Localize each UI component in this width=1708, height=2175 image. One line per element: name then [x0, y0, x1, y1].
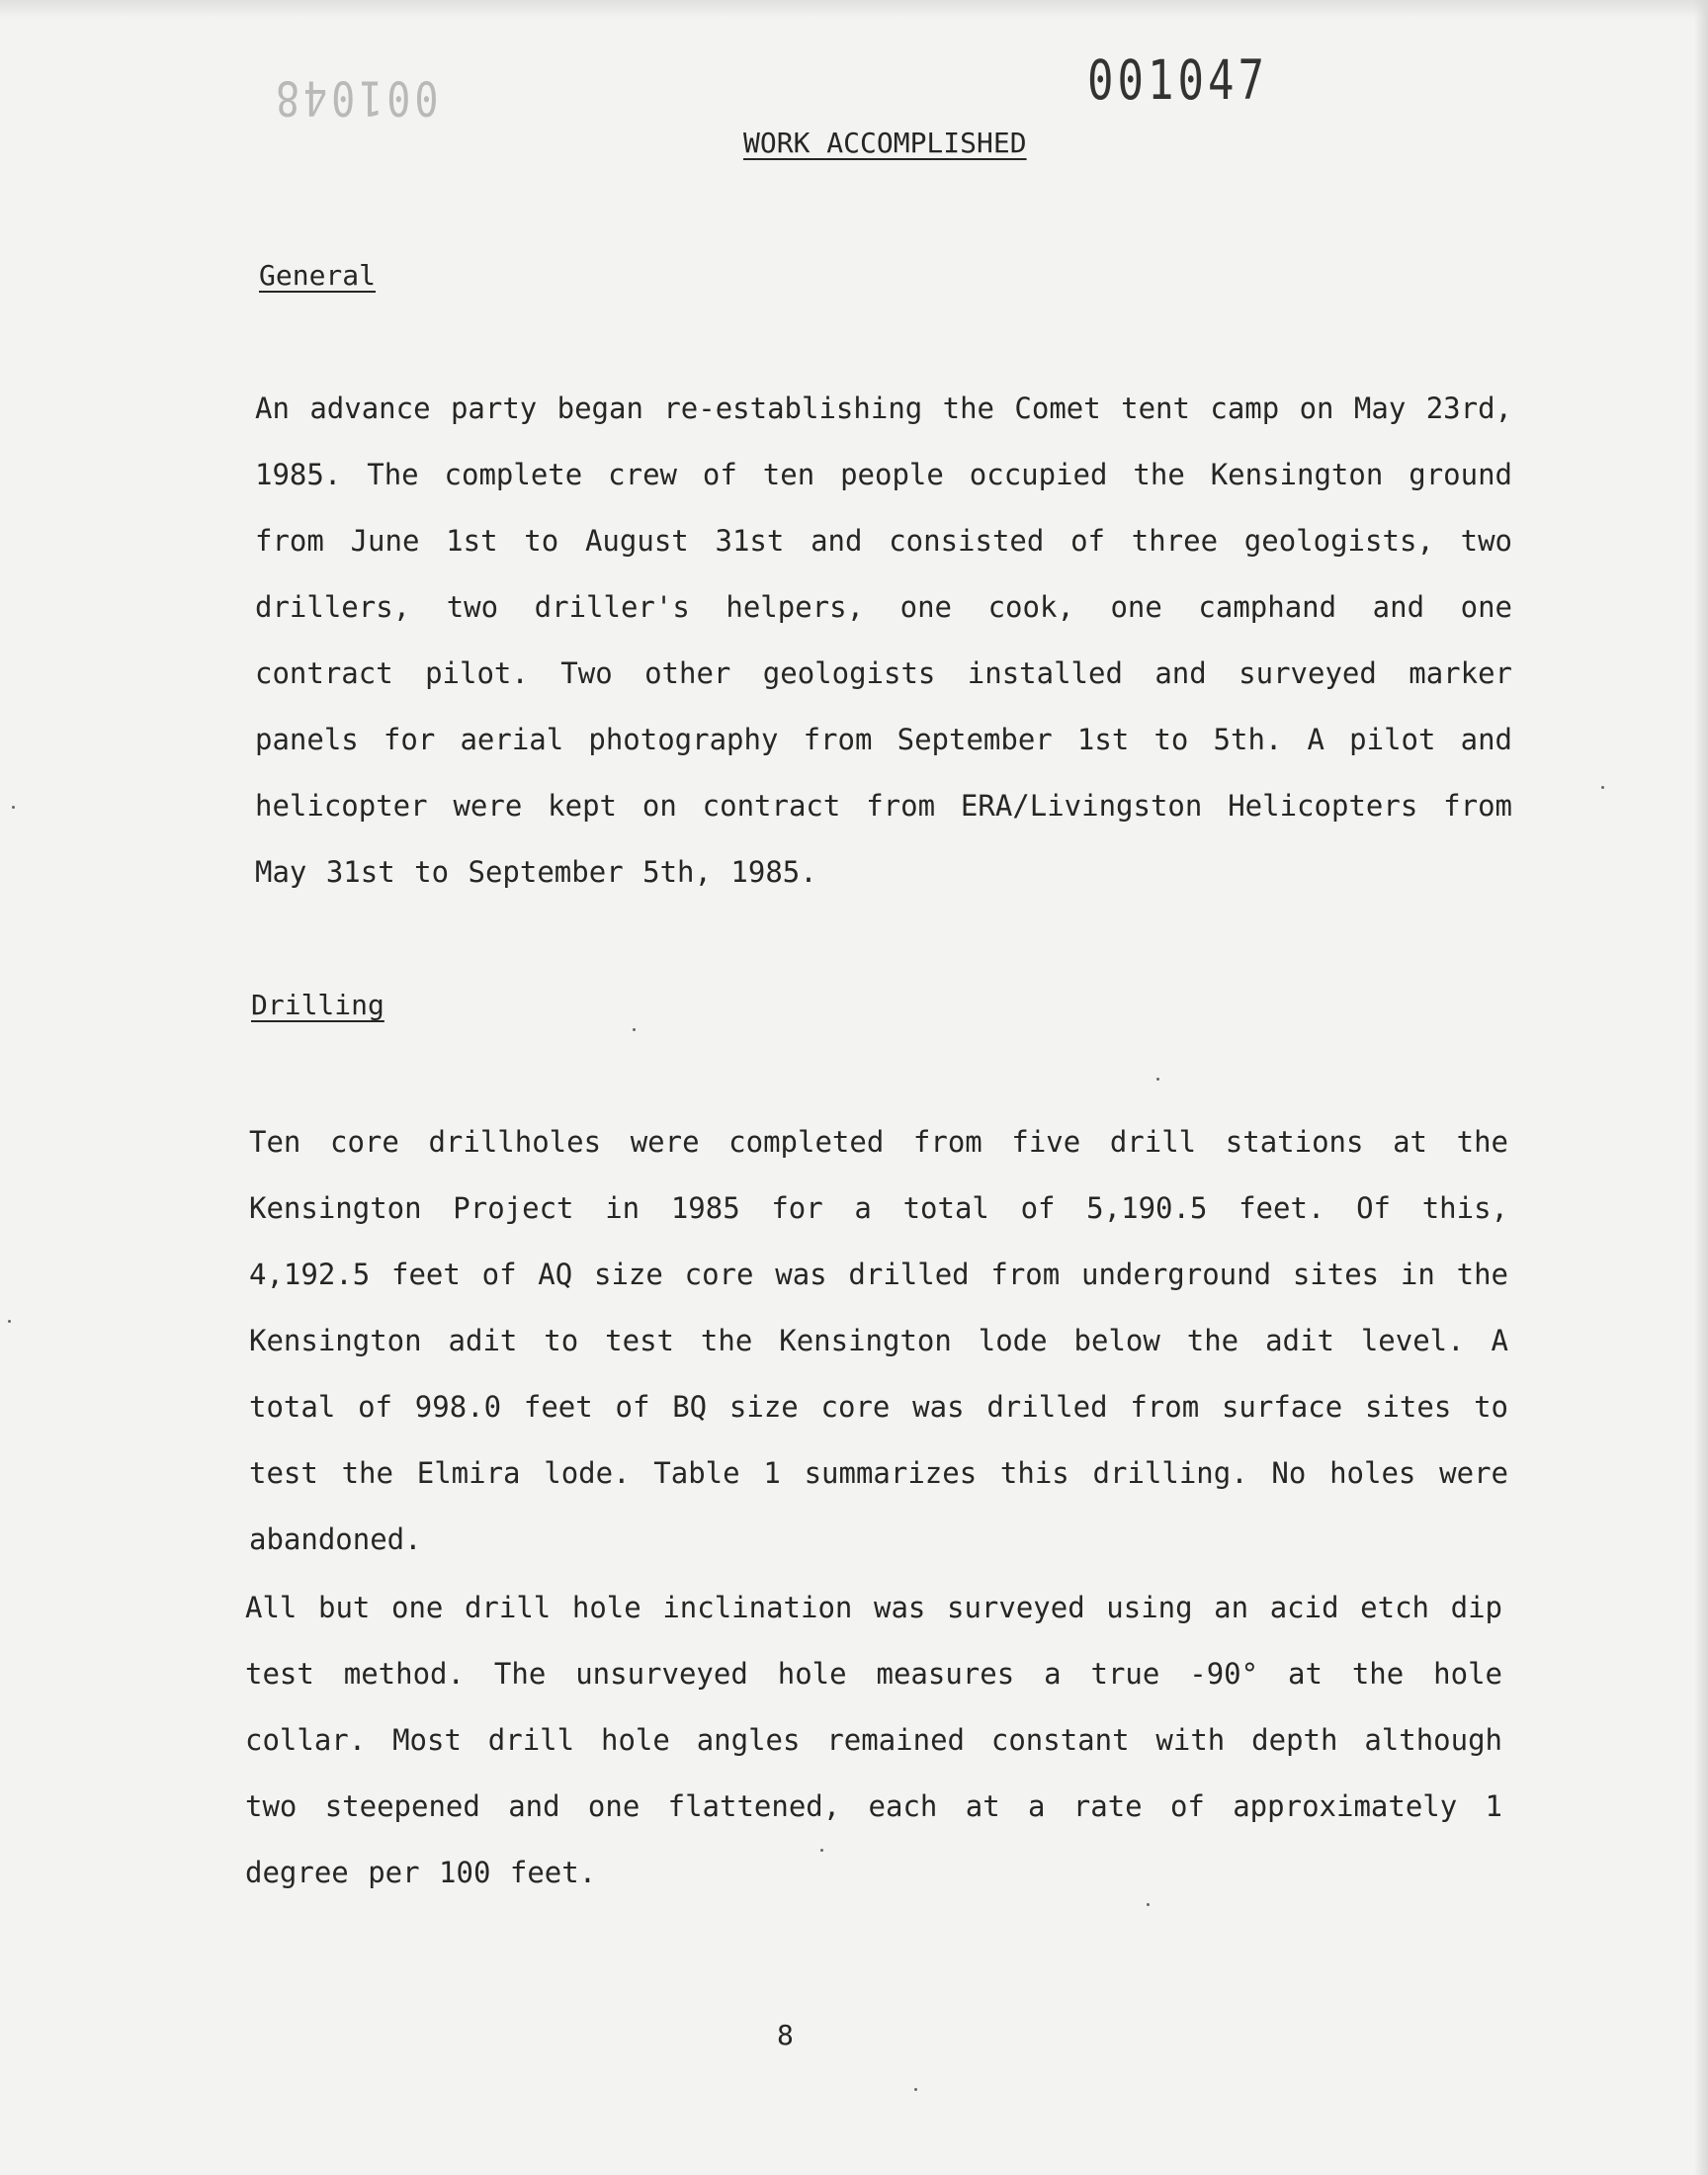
scan-speck [12, 806, 15, 809]
section-heading-drilling: Drilling [251, 989, 384, 1021]
scan-speck [1156, 1078, 1159, 1081]
scan-speck [914, 2088, 917, 2091]
scan-speck [1601, 786, 1604, 789]
page-title: WORK ACCOMPLISHED [743, 127, 1027, 159]
scan-speck [8, 1320, 11, 1323]
scan-right-edge [1694, 0, 1708, 2175]
page-number: 8 [777, 2019, 794, 2051]
bleed-through-stamp: 001048 [272, 69, 439, 125]
document-number-stamp: 001047 [1087, 49, 1268, 113]
drilling-paragraph-summary: Ten core drillholes were completed from five drill stations at the Kensington Project in 1985 for a total of 5,190.5 feet. Of this, 4,192.5 feet of AQ size core was drilled from underground sites in the Kensington adit to test the Kensington lode below the adit level. A total of 998.0 feet of BQ size core was drilled from surface sites to test the Elmira lode. Table 1 summarizes this drilling. No holes were abandoned. [249, 1125, 1508, 1556]
scan-speck [633, 1028, 636, 1031]
general-paragraph: An advance party began re-establishing the Comet tent camp on May 23rd, 1985. The complete crew of ten people occupied the Kensington ground from June 1st to August 31st and consisted of three geologists, two drillers, two driller's helpers, one cook, one camphand and one contract pilot. Two other geologists installed and surveyed marker panels for aerial photography from September 1st to 5th. A pilot and helicopter were kept on contract from ERA/Livingston Helicopters from May 31st to September 5th, 1985. [255, 392, 1512, 889]
scan-speck [820, 1849, 823, 1852]
section-heading-general: General [259, 259, 377, 292]
scan-top-edge [0, 0, 1708, 18]
scan-speck [1147, 1903, 1150, 1906]
drilling-paragraph-survey: All but one drill hole inclination was surveyed using an acid etch dip test method. The unsurveyed hole measures a true -90° at the hole collar. Most drill hole angles remained constant with depth although two steepened and one flattened, each at a rate of approximately 1 degree per 100 feet. [245, 1591, 1502, 1889]
